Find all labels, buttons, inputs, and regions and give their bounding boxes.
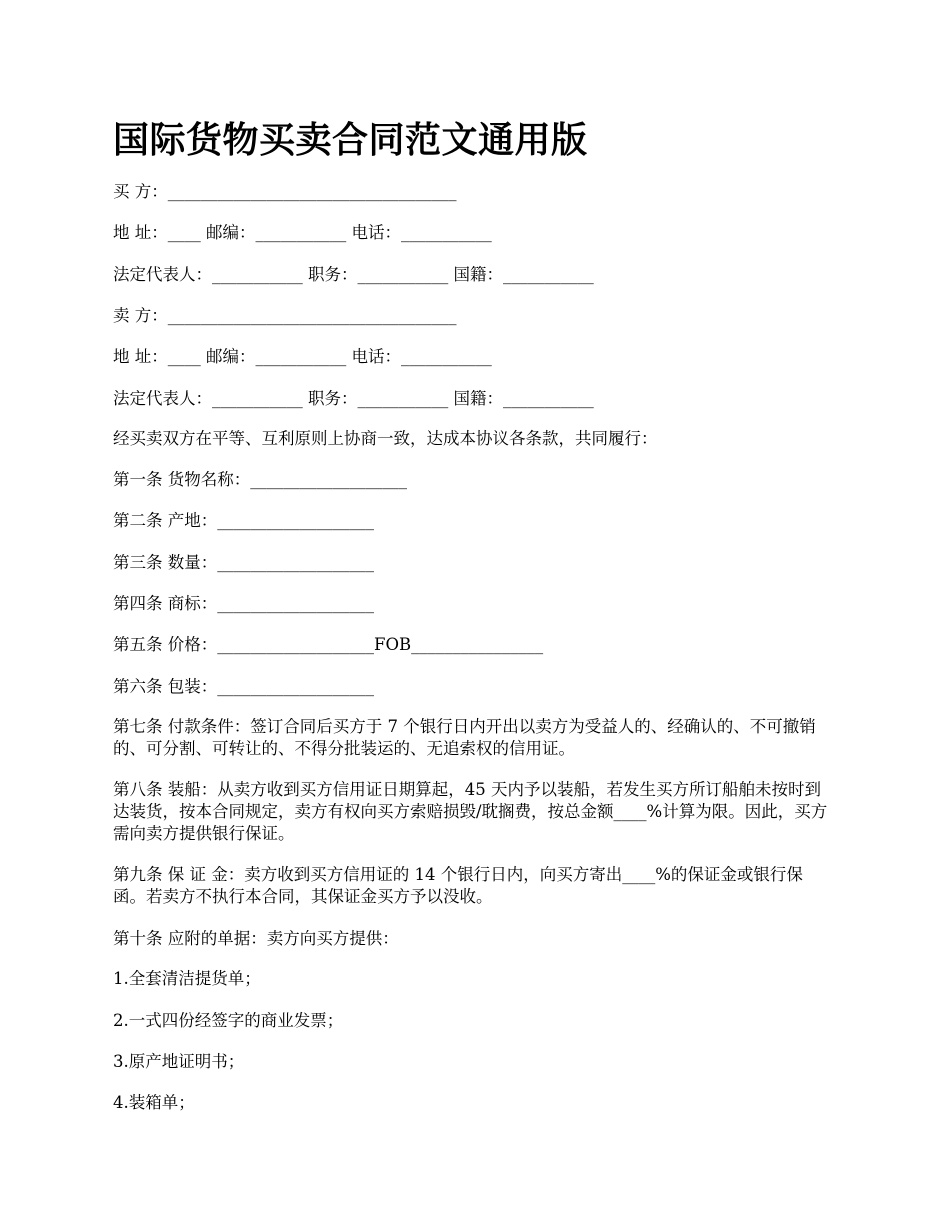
article-6-line: 第六条 包装：___________________: [113, 677, 374, 696]
article-4-line: 第四条 商标：___________________: [113, 594, 374, 613]
document-list-item: 4.装箱单；: [113, 1093, 195, 1112]
article-2-line: 第二条 产地：___________________: [113, 511, 374, 530]
article-7-paragraph: 第七条 付款条件：签订合同后买方于 7 个银行日内开出以卖方为受益人的、经确认的、不可撤销的、可分割、可转让的、不得分批装运的、无追索权的信用证。: [113, 717, 816, 758]
buyer-address-line: 地 址：____ 邮编：___________ 电话：___________: [113, 223, 492, 242]
article-10-line: 第十条 应附的单据：卖方向买方提供：: [113, 929, 399, 948]
article-3-line: 第三条 数量：___________________: [113, 553, 374, 572]
document-list-item: 1.全套清洁提货单；: [113, 969, 261, 988]
article-8-paragraph: 第八条 装船：从卖方收到买方信用证日期算起，45 天内予以装船，若发生买方所订船舶未按时到达装货，按本合同规定，卖方有权向买方索赔损毁/耽搁费，按总金额____%计算为限。因此，买方需向卖方提供银行保证。: [113, 780, 828, 843]
seller-address-line: 地 址：____ 邮编：___________ 电话：___________: [113, 347, 492, 366]
seller-name-line: 卖 方：___________________________________: [113, 306, 457, 325]
article-1-line: 第一条 货物名称：___________________: [113, 470, 407, 489]
buyer-name-line: 买 方：___________________________________: [113, 182, 457, 201]
document-list-item: 2.一式四份经签字的商业发票；: [113, 1011, 344, 1030]
document-title: 国际货物买卖合同范文通用版: [113, 119, 588, 161]
article-5-line: 第五条 价格：___________________FOB________________: [113, 635, 544, 654]
agreement-intro-line: 经买卖双方在平等、互利原则上协商一致，达成本协议各条款，共同履行：: [113, 429, 658, 448]
buyer-representative-line: 法定代表人：___________ 职务：___________ 国籍：___________: [113, 265, 594, 284]
article-9-paragraph: 第九条 保 证 金：卖方收到买方信用证的 14 个银行日内，向买方寄出____%的保证金或银行保函。若卖方不执行本合同，其保证金买方予以没收。: [113, 865, 803, 906]
seller-representative-line: 法定代表人：___________ 职务：___________ 国籍：___________: [113, 389, 594, 408]
document-list-item: 3.原产地证明书；: [113, 1052, 245, 1071]
